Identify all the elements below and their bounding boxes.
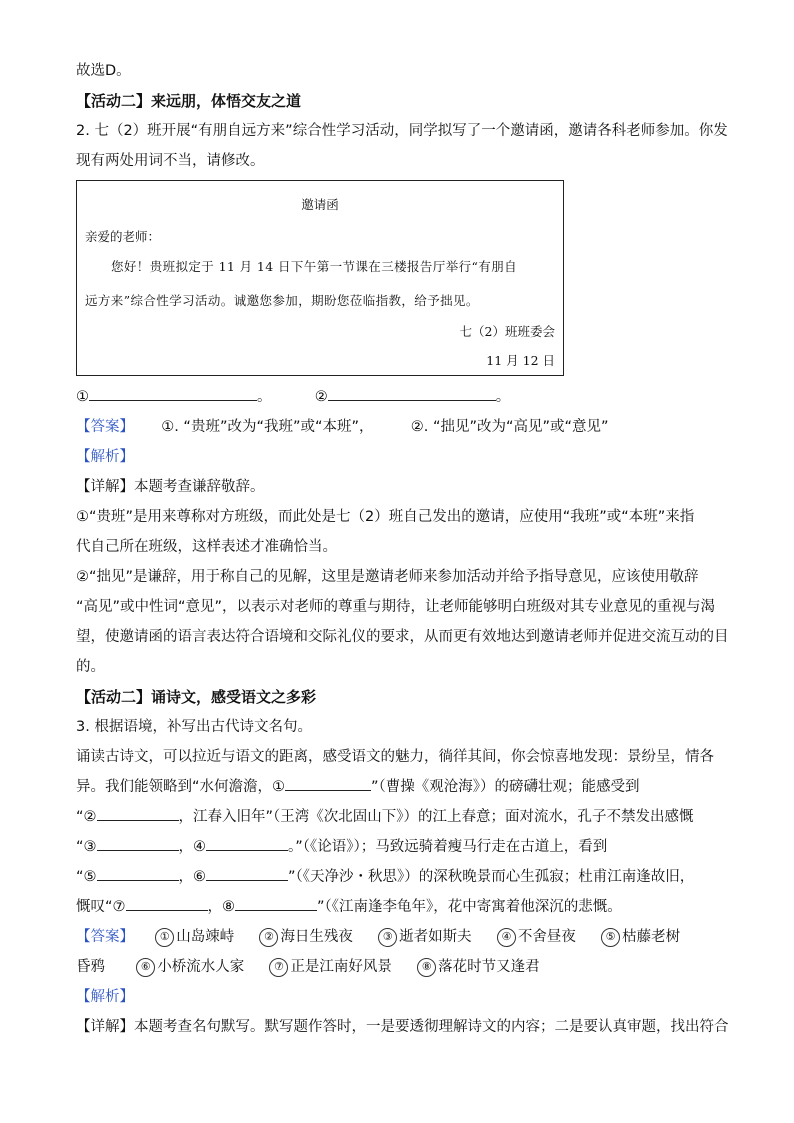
poem-para-l4: [76, 832, 726, 862]
letter-date: 11 月 12 日: [486, 353, 555, 368]
answer-blanks-row: ① 。 ② 。: [76, 382, 726, 412]
question-2-line-1: 2. 七（2）班开展“有朋自远方来”综合性学习活动，同学拟写了一个邀请函，邀请各科老师参加。你发: [76, 123, 728, 139]
letter-body-line-2: 远方来”综合性学习活动。诚邀您参加，期盼您莅临指教，给予拙见。: [85, 293, 479, 308]
answer-text: 昏鸦: [76, 959, 105, 975]
text-seg: 慨叹“⑦: [76, 899, 126, 915]
detail-q2-p1-l1: ①“贵班”是用来尊称对方班级，而此处是七（2）班自己发出的邀请，应使用“我班”或“本班”来指: [76, 509, 695, 525]
detail-q2: 【详解】本题考查谦辞敬辞。: [76, 479, 265, 495]
answer-item: [259, 929, 353, 945]
answer-item: [269, 959, 392, 975]
analysis-label: 【解析】: [76, 449, 134, 465]
answer-text: 正是江南好风景: [290, 959, 392, 975]
poem-blank-1[interactable]: [285, 776, 371, 791]
answer-item: [378, 929, 472, 945]
number-badge: ②: [259, 928, 278, 947]
number-badge: ③: [378, 928, 397, 947]
poem-para-l2: [76, 772, 726, 802]
blank-mark-1: ①: [76, 389, 89, 405]
answer-q2-1: ①. “贵班”改为“我班”或“本班”，: [161, 419, 374, 435]
answer-text: 海日生残夜: [280, 929, 353, 945]
question-3: 3. 根据语境，补写出古代诗文名句。: [76, 719, 312, 735]
poem-para-l3: [76, 802, 726, 832]
number-badge: ⑦: [269, 958, 288, 977]
answer-item: [601, 929, 680, 945]
answer-item: [417, 959, 540, 975]
document-page: [76, 56, 729, 1042]
text-seg: “②: [76, 809, 97, 825]
answer-row-q3: [76, 922, 726, 952]
text-seg: ”（《天净沙・秋思》）的深秋晚景而心生孤寂；杜甫江南逢故旧，: [288, 869, 695, 885]
poem-blank-3[interactable]: [97, 836, 179, 851]
poem-blank-8[interactable]: [235, 896, 317, 911]
answer-text: 枯藤老树: [622, 929, 681, 945]
answer-item: [497, 929, 576, 945]
text-seg: ”（曹操《观沧海》）的磅礴壮观；能感受到: [371, 779, 640, 795]
text-seg: ，④: [178, 839, 207, 855]
text-seg: ”（《江南逢李龟年》，花中寄寓着他深沉的悲慨。: [317, 899, 622, 915]
number-badge: ⑤: [601, 928, 620, 947]
text-seg: 。”（《论语》）；马致远骑着瘦马行走在古道上，看到: [288, 839, 608, 855]
detail-q2-p2-l3: 望，使邀请函的语言表达符合语境和交际礼仪的要求，从而更有效地达到邀请老师并促进交流互动的目: [76, 629, 729, 645]
letter-title: 邀请函: [301, 197, 339, 212]
poem-para-l1: 诵读古诗文，可以拉近与语文的距离，感受语文的魅力，徜徉其间，你会惊喜地发现：景纷呈，情各: [76, 749, 714, 765]
letter-salutation: 亲爱的老师：: [85, 229, 161, 244]
detail-q2-p2-l1: ②“拙见”是谦辞，用于称自己的见解，这里是邀请老师来参加活动并给予指导意见，应该使用敬辞: [76, 569, 699, 585]
answer-text: 逝者如斯夫: [399, 929, 472, 945]
answer-text: 山岛竦峙: [176, 929, 235, 945]
analysis-label-2: 【解析】: [76, 989, 134, 1005]
text-seg: “③: [76, 839, 97, 855]
answer-line: 故选D。: [76, 63, 131, 79]
answer-text: 落花时节又逢君: [438, 959, 540, 975]
question-2-line-2: 现有两处用词不当，请修改。: [76, 153, 265, 169]
text-seg: ，⑥: [178, 869, 207, 885]
detail-q3: 【详解】本题考查名句默写。默写题作答时，一是要透彻理解诗文的内容；二是要认真审题，找出符合: [76, 1019, 729, 1035]
poem-blank-5[interactable]: [97, 866, 179, 881]
letter-signature: 七（2）班班委会: [459, 324, 555, 339]
answer-text: 小桥流水人家: [157, 959, 245, 975]
letter-body-line-1: 您好！贵班拟定于 11 月 14 日下午第一节课在三楼报告厅举行“有朋自: [111, 259, 517, 274]
answer-item: [155, 929, 234, 945]
poem-para-l6: [76, 892, 726, 922]
answer-text: 不舍昼夜: [517, 929, 576, 945]
answer-label: 【答案】: [76, 419, 134, 435]
number-badge: ①: [155, 928, 174, 947]
answer-item: [136, 959, 244, 975]
section-heading-2: 【活动二】诵诗文，感受语文之多彩: [76, 688, 317, 706]
blank-2[interactable]: [328, 386, 496, 401]
text-seg: ，⑧: [207, 899, 236, 915]
section-heading-1: 【活动二】来远朋，体悟交友之道: [76, 92, 302, 110]
poem-blank-6[interactable]: [206, 866, 288, 881]
answer-q2-2: ②. “拙见”改为“高见”或“意见”: [410, 419, 609, 435]
text-seg: ，江春入旧年”（王湾《次北固山下》）的江上春意；面对流水，孔子不禁发出感慨: [178, 809, 694, 825]
number-badge: ⑧: [417, 958, 436, 977]
answer-row-q2: [76, 412, 726, 442]
detail-q2-p1-l2: 代自己所在班级，这样表述才准确恰当。: [76, 539, 337, 555]
blank-1[interactable]: [89, 386, 257, 401]
answer-label: 【答案】: [76, 929, 134, 945]
poem-blank-4[interactable]: [206, 836, 288, 851]
text-seg: “⑤: [76, 869, 97, 885]
detail-q2-p2-l4: 的。: [76, 659, 105, 675]
invitation-letter: [76, 180, 564, 376]
answer-row-q3-cont: [76, 952, 726, 982]
number-badge: ④: [497, 928, 516, 947]
blank-mark-2: ②: [314, 389, 328, 405]
poem-blank-7[interactable]: [126, 896, 208, 911]
poem-blank-2[interactable]: [97, 806, 179, 821]
text-seg: 异。我们能领略到“水何澹澹，①: [76, 779, 286, 795]
detail-q2-p2-l2: “高见”或中性词“意见”，以表示对老师的尊重与期待，让老师能够明白班级对其专业意见的重视与渴: [76, 599, 716, 615]
number-badge: ⑥: [136, 958, 155, 977]
poem-para-l5: [76, 862, 726, 892]
